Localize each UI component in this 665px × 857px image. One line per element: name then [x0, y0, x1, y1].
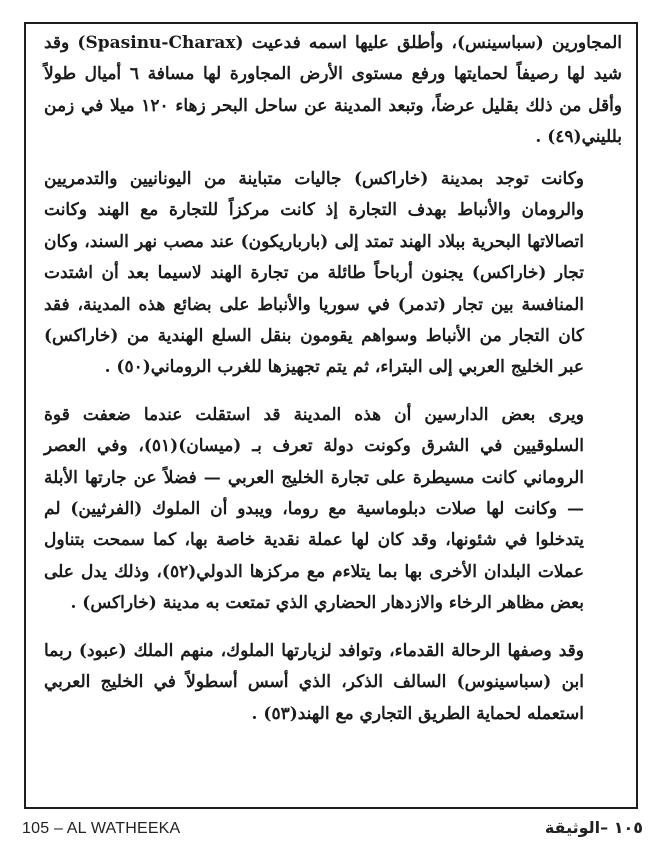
paragraph-2: وكانت توجد بمدينة (خاراكس) جاليات متباينة من اليونانيين والتدمريين والرومان والأنباط بهدف التجارة إذ كانت مركزاً للتجارة مع الهند وكانت اتصالاتها البحرية ببلاد الهند تمتد إلى (بارباريكون) عند مصب نهر السند، وكان تجار (خاراكس) يجنون أرباحاً طائلة من تجارة الهند لاسيما بعد أن اشتدت المنافسة بين تجار (تدمر) في سوريا والأنباط على بضائع هذه المدينة، فقد كان التجار من الأنباط وسواهم يقومون بنقل السلع الهندية من (خاراكس) عبر الخليج العربي إلى البتراء، ثم يتم تجهيزها للغرب الروماني(٥٠) . — [44, 169, 584, 378]
page-footer — [22, 820, 643, 848]
paragraph-4: وقد وصفها الرحالة القدماء، وتوافد لزيارتها الملوك، منهم الملك (عبود) ربما ابن (سباسينوس) السالف الذكر، الذي أسس أسطولاً في الخليج العربي استعمله لحماية الطريق التجاري مع الهند(٥٣) . — [44, 640, 584, 724]
paragraph-3: ويرى بعض الدارسين أن هذه المدينة قد استقلت عندما ضعفت قوة السلوقيين في الشرق وكونت دولة تعرف بـ (ميسان)(٥١)، وفي العصر الروماني كانت مسيطرة على تجارة الخليج العربي — فضلاً عن جارتها الأبلة — وكانت لها صلات دبلوماسية مع روما، ويبدو أن الملوك (الفرثيين) لم يتدخلوا في شئونها، وقد كان لها عملة نقدية خاصة بها، كما سمحت بتناول عملات البلدان الأخرى بها بما يتلاءم مع مركزها الدولي(٥٢)، وذلك يدل على بعض مظاهر الرخاء والازدهار الحضاري الذي تمتعت به مدينة (خاراكس) . — [44, 404, 584, 614]
footer-page-label-latin: 105 – AL WATHEEKA — [22, 820, 181, 837]
paragraph-1: المجاورين (سباسينس)، وأطلق عليها اسمه فدعيت (Spasinu-Charax) وقد شيد لها رصيفاً لحمايتها ورفع مستوى الأرض المجاورة لها مسافة ٦ أميال طولاً وأقل من ذلك بقليل عرضاً، وتبعد المدينة عن ساحل البحر زهاء ١٢٠ ميلا في زمن بلليني(٤٩) . — [44, 33, 623, 148]
article-body — [44, 28, 622, 730]
footer-page-label-arabic: ١٠٥ –الوثيقة — [544, 818, 643, 837]
